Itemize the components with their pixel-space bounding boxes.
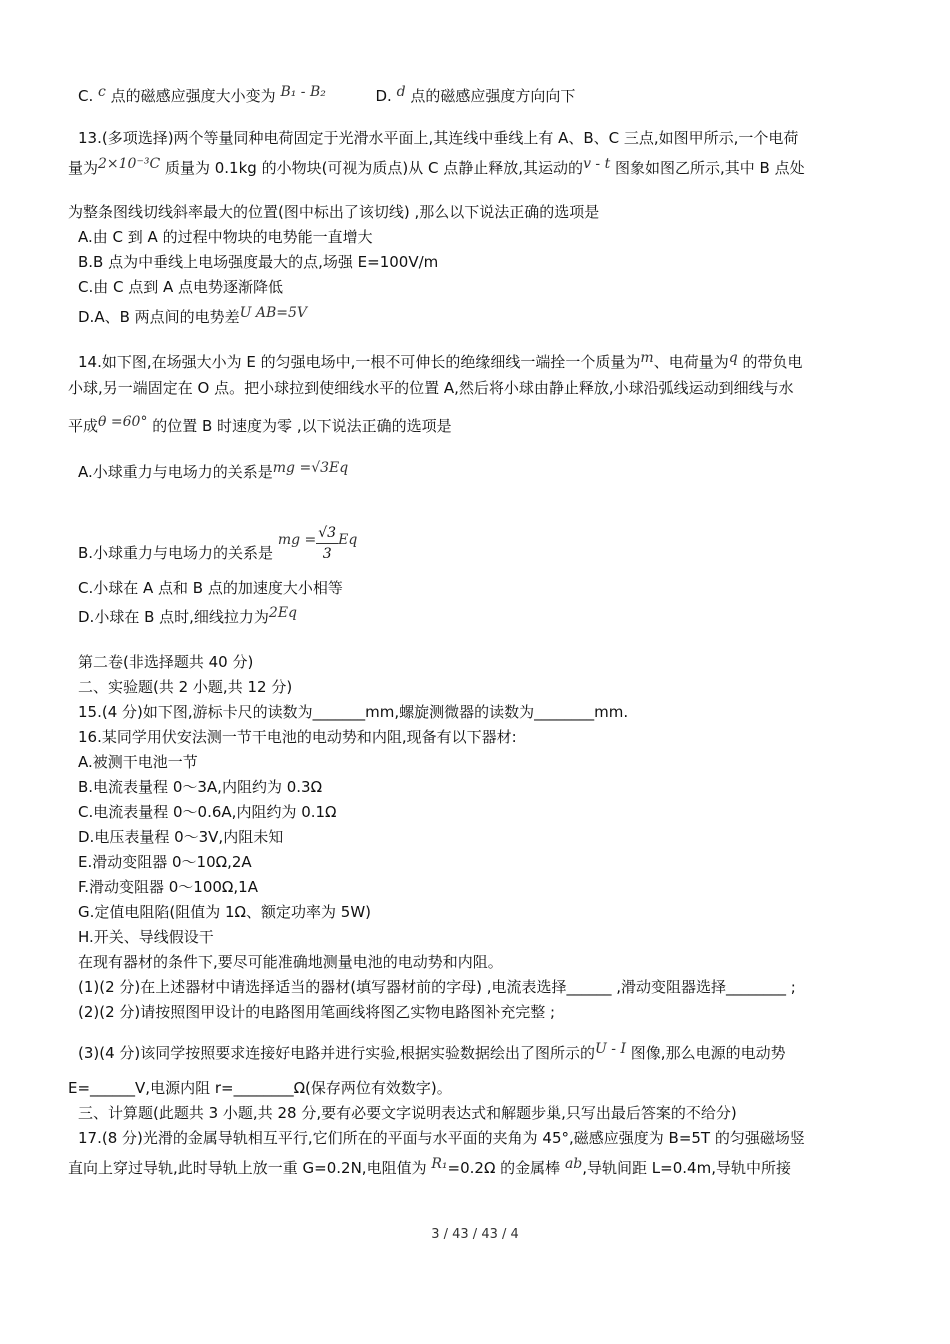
q17-line1: 17.(8 分)光滑的金属导轨相互平行,它们所在的平面与水平面的夹角为 45°,磁感应强度为 B=5T 的匀强磁场竖 — [78, 1129, 805, 1147]
q13-line2a: 量为 — [68, 159, 99, 177]
q12-opt-d-label: D. — [375, 87, 392, 105]
q12-options — [78, 86, 575, 107]
q14-opt-b-math-right: Eq — [338, 532, 358, 548]
part2-section: 二、实验题(共 2 小题,共 12 分) — [78, 678, 293, 696]
q13-opt-d-text: D.A、B 两点间的电势差 — [78, 308, 240, 326]
q16-item: B.电流表量程 0～3A,内阻约为 0.3Ω — [78, 778, 323, 796]
q14-opt-b — [78, 525, 358, 574]
page-footer: 3 / 43 / 43 / 4 — [431, 1227, 519, 1242]
q14-opt-d-text: D.小球在 B 点时,细线拉力为 — [78, 608, 269, 626]
q14-opt-a — [78, 462, 348, 483]
q14-opt-c: C.小球在 A 点和 B 点的加速度大小相等 — [78, 579, 343, 597]
q14-line1 — [78, 352, 802, 373]
q12-opt-d-var: d — [396, 84, 406, 100]
q17-line2b: =0.2Ω 的金属棒 — [447, 1159, 561, 1177]
q13-opt-a: A.由 C 到 A 的过程中物块的电势能一直增大 — [78, 228, 373, 246]
q14-line1c: 的带负电 — [742, 353, 803, 371]
q14-line3b: 的位置 B 时速度为零 ,以下说法正确的选项是 — [152, 417, 452, 435]
q14-opt-b-text: B.小球重力与电场力的关系是 — [78, 544, 274, 562]
part2-title: 第二卷(非选择题共 40 分) — [78, 653, 254, 671]
q14-opt-b-math-left: mg = — [277, 532, 317, 548]
q17-rod-math: ab — [564, 1156, 583, 1172]
q13-line2b: 质量为 0.1kg 的小物块(可视为质点)从 C 点静止释放,其运动的 — [164, 159, 584, 177]
q14-charge-var: q — [728, 350, 738, 366]
q12-opt-c-label: C. — [78, 87, 94, 105]
q12-opt-c-var: c — [98, 84, 106, 100]
q14-line3a: 平成 — [68, 417, 99, 435]
q16-item: D.电压表量程 0～3V,内阻未知 — [78, 828, 284, 846]
q13-opt-d — [78, 307, 307, 328]
q14-line1b: 、电荷量为 — [653, 353, 729, 371]
q17-line2c: ,导轨间距 L=0.4m,导轨中所接 — [582, 1159, 791, 1177]
q14-opt-d-math: 2Eq — [268, 605, 298, 621]
q14-opt-b-denominator: 3 — [322, 546, 332, 562]
q14-line3 — [68, 416, 452, 437]
q14-mass-var: m — [640, 350, 654, 366]
q16-sub3a: (3)(4 分)该同学按照要求连接好电路并进行实验,根据实验数据绘出了图所示的 — [78, 1044, 596, 1062]
q16-sub3b: 图像,那么电源的电动势 — [630, 1044, 786, 1062]
q13-opt-c: C.由 C 点到 A 点电势逐渐降低 — [78, 278, 284, 296]
q13-vt-math: v - t — [583, 156, 611, 172]
q16-item: H.开关、导线假设干 — [78, 928, 214, 946]
q17-resistor-math: R₁ — [431, 1156, 448, 1172]
q14-opt-d — [78, 607, 297, 628]
q16-sub1: (1)(2 分)在上述器材中请选择适当的器材(填写器材前的字母) ,电流表选择______ ,滑动变阻器选择________ ; — [78, 978, 796, 996]
q16-item: E.滑动变阻器 0～10Ω,2A — [78, 853, 252, 871]
part3-section: 三、计算题(此题共 3 小题,共 28 分,要有必要文字说明表达式和解题步巢,只写出最后答案的不给分) — [78, 1104, 737, 1122]
q16-item: G.定值电阻陷(阻值为 1Ω、额定功率为 5W) — [78, 903, 372, 921]
q16-item: F.滑动变阻器 0～100Ω,1A — [78, 878, 258, 896]
q13-line2c: 图象如图乙所示,其中 B 点处 — [615, 159, 805, 177]
q16-intro: 16.某同学用伏安法测一节干电池的电动势和内阻,现备有以下器材: — [78, 728, 517, 746]
q14-opt-b-numerator: √3 — [316, 523, 338, 544]
q12-opt-c-text: 点的磁感应强度大小变为 — [110, 87, 276, 105]
q13-line3: 为整条图线切线斜率最大的位置(图中标出了该切线) ,那么以下说法正确的选项是 — [68, 203, 600, 221]
q12-opt-c-math: B₁ - B₂ — [280, 84, 326, 100]
q16-condition: 在现有器材的条件下,要尽可能准确地测量电池的电动势和内阻。 — [78, 953, 503, 971]
q14-opt-a-text: A.小球重力与电场力的关系是 — [78, 463, 273, 481]
q13-line1: 13.(多项选择)两个等量同种电荷固定于光滑水平面上,其连线中垂线上有 A、B、C 三点,如图甲所示,一个电荷 — [78, 129, 799, 147]
q14-opt-a-math: mg =√3Eq — [272, 460, 349, 476]
q15: 15.(4 分)如下图,游标卡尺的读数为_______mm,螺旋测微器的读数为________mm. — [78, 703, 629, 721]
q16-item: C.电流表量程 0～0.6A,内阻约为 0.1Ω — [78, 803, 337, 821]
q16-sub2: (2)(2 分)请按照图甲设计的电路图用笔画线将图乙实物电路图补充完整 ; — [78, 1003, 556, 1021]
q14-angle-math: θ =60° — [98, 414, 148, 430]
q13-opt-b: B.B 点为中垂线上电场强度最大的点,场强 E=100V/m — [78, 253, 439, 271]
q12-opt-d-text: 点的磁感应强度方向向下 — [410, 87, 576, 105]
q16-ui-math: U - I — [595, 1041, 627, 1057]
q16-sub3c: E=______V,电源内阻 r=________Ω(保存两位有效数字)。 — [68, 1079, 452, 1097]
q16-item: A.被测干电池一节 — [78, 753, 198, 771]
q13-opt-d-math: U AB=5V — [239, 305, 308, 321]
q17-line2a: 直向上穿过导轨,此时导轨上放一重 G=0.2N,电阻值为 — [68, 1159, 427, 1177]
q13-charge-math: 2×10⁻³C — [98, 156, 161, 172]
q17-line2 — [68, 1158, 791, 1179]
q14-opt-b-fraction — [316, 523, 338, 564]
q13-line2 — [68, 158, 805, 179]
q14-line2: 小球,另一端固定在 O 点。把小球拉到使细线水平的位置 A,然后将小球由静止释放,小球沿弧线运动到细线与水 — [68, 379, 794, 397]
q14-line1a: 14.如下图,在场强大小为 E 的匀强电场中,一根不可伸长的绝缘细线一端拴一个质量为 — [78, 353, 641, 371]
q16-sub3 — [78, 1043, 786, 1064]
